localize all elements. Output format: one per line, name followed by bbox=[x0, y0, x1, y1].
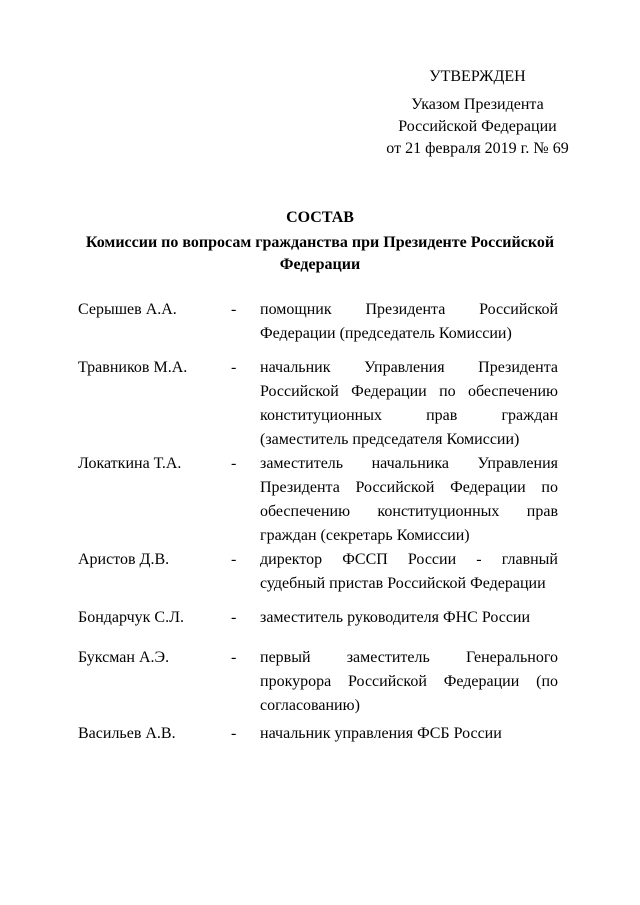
member-role: заместитель начальника Управления Президента Российской Федерации по обеспечению конституционных прав граждан (секретарь Комиссии) bbox=[260, 455, 558, 544]
approval-country: Российской Федерации bbox=[398, 118, 557, 135]
member-dash: - bbox=[231, 725, 237, 742]
member-dash: - bbox=[231, 455, 237, 472]
member-row bbox=[0, 722, 640, 802]
member-dash: - bbox=[231, 649, 237, 666]
member-dash: - bbox=[231, 609, 237, 626]
member-dash: - bbox=[231, 551, 237, 568]
member-name: Серышев А.А. bbox=[78, 301, 177, 318]
document-subtitle: Комиссии по вопросам гражданства при Президенте Российской Федерации bbox=[85, 234, 555, 273]
member-name: Локаткина Т.А. bbox=[78, 455, 182, 472]
member-row bbox=[0, 646, 640, 726]
approval-date-number: от 21 февраля 2019 г. № 69 bbox=[386, 140, 569, 157]
member-row bbox=[0, 356, 640, 448]
member-name: Буксман А.Э. bbox=[78, 649, 170, 666]
approval-decree: Указом Президента bbox=[411, 96, 544, 113]
member-name: Бондарчук С.Л. bbox=[78, 609, 184, 626]
member-dash: - bbox=[231, 359, 237, 376]
member-role: заместитель руководителя ФНС России bbox=[260, 609, 531, 626]
approval-block bbox=[370, 66, 585, 160]
approved-stamp: УТВЕРЖДЕН bbox=[429, 68, 526, 85]
member-dash: - bbox=[231, 301, 237, 318]
member-name: Аристов Д.В. bbox=[78, 551, 170, 568]
member-name: Васильев А.В. bbox=[78, 725, 176, 742]
member-role: начальник управления ФСБ России bbox=[260, 725, 502, 742]
document-title: СОСТАВ bbox=[286, 209, 354, 226]
member-role: начальник Управления Президента Российской Федерации по обеспечению конституционных прав граждан (заместитель председателя Комиссии) bbox=[260, 359, 558, 448]
member-name: Травников М.А. bbox=[78, 359, 188, 376]
member-row bbox=[0, 452, 640, 544]
member-role: первый заместитель Генерального прокурора Российской Федерации (по согласованию) bbox=[260, 649, 558, 714]
member-role: помощник Президента Российской Федерации (председатель Комиссии) bbox=[260, 301, 558, 342]
member-role: директор ФССП России - главный судебный пристав Российской Федерации bbox=[260, 551, 558, 592]
